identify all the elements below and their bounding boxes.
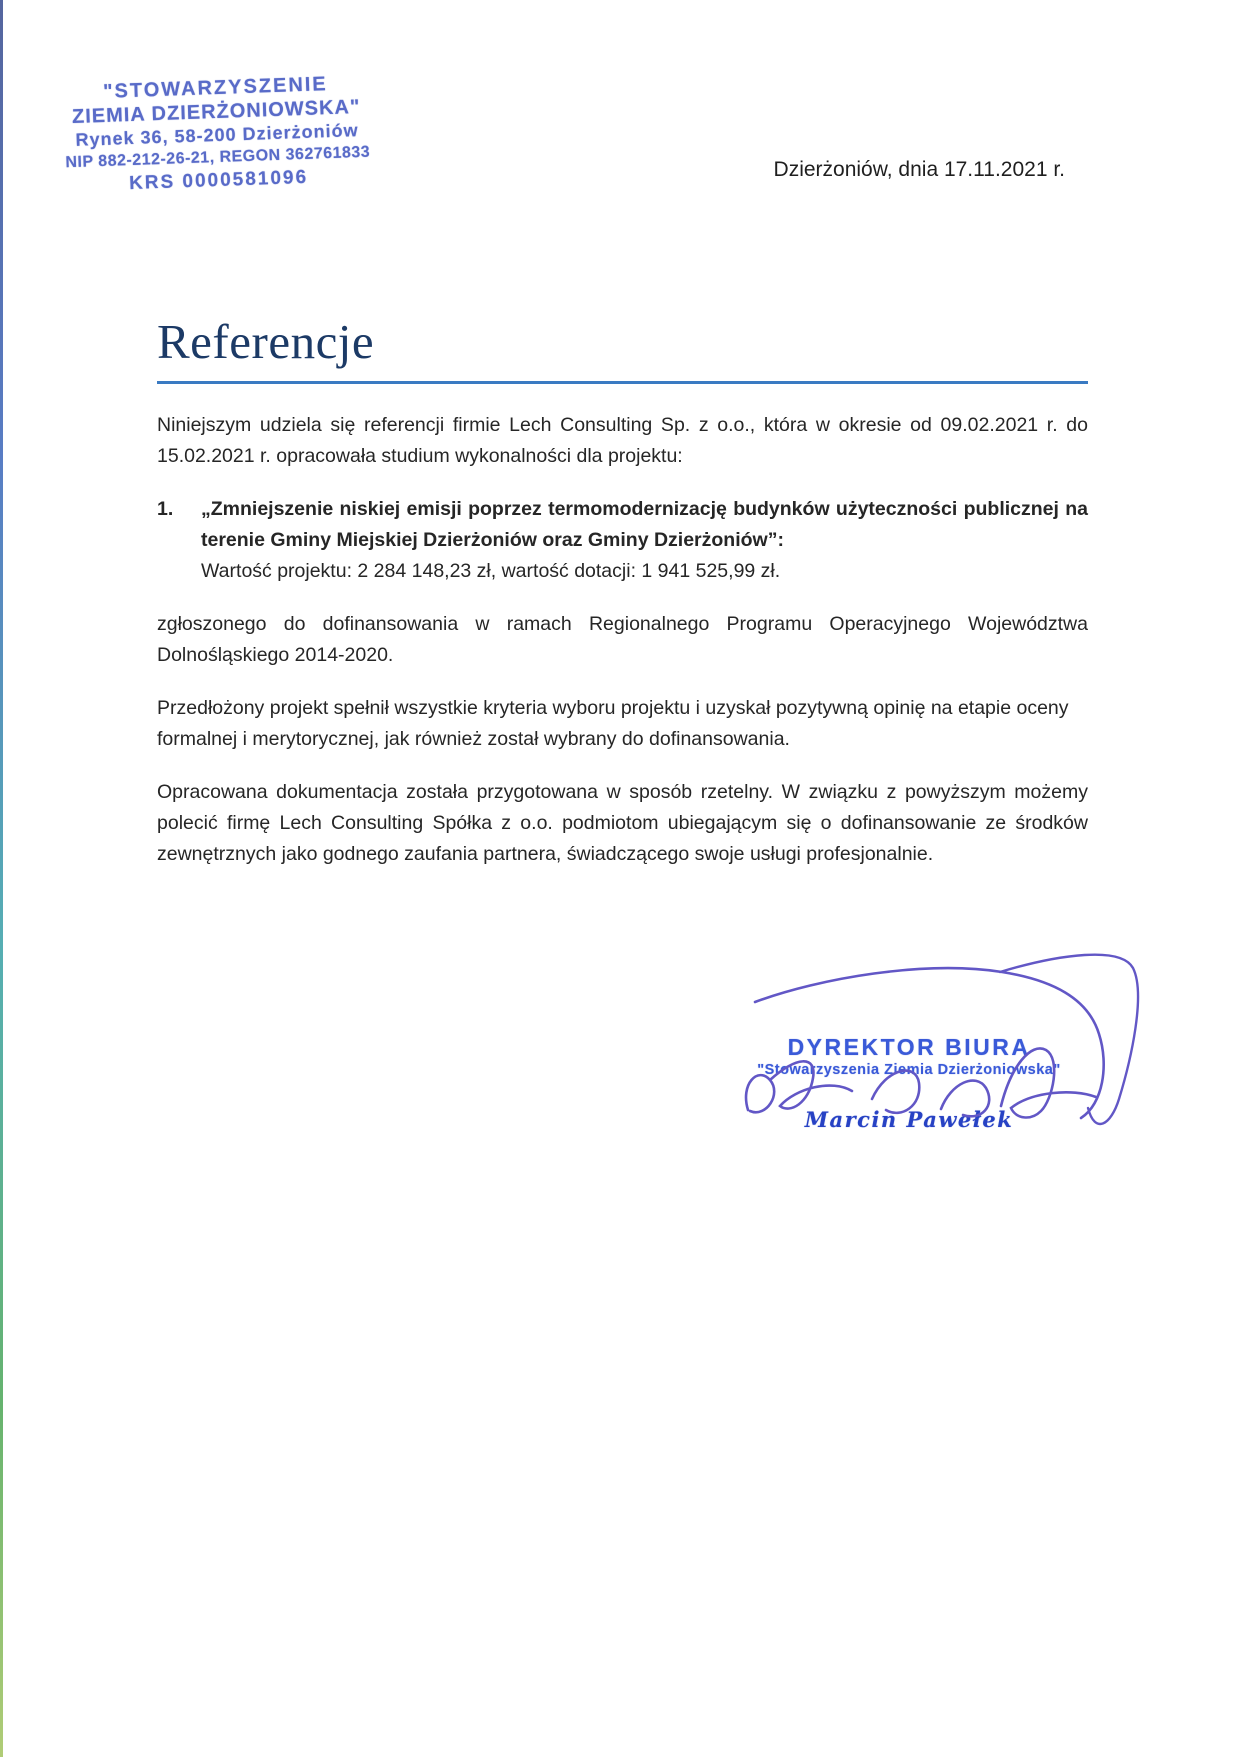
recommendation-paragraph: Opracowana dokumentacja została przygotowana w sposób rzetelny. W związku z powyższym możemy polecić firmę Lech Consulting Spółka z o.o. podmiotom ubiegającym się o dofinansowanie ze środków zewnętrznych jako godnego zaufania partnera, świadczącego swoje usługi profesjonalnie. — [157, 781, 1088, 865]
criteria-paragraph: Przedłożony projekt spełnił wszystkie kryteria wyboru projektu i uzyskał pozytywną opinię na etapie oceny formalnej i merytorycznej, jak również został wybrany do dofinansowania. — [157, 697, 1069, 750]
list-item-number: 1. — [157, 498, 174, 520]
project-title: „Zmniejszenie niskiej emisji poprzez termomodernizację budynków użyteczności publicznej na terenie Gminy Miejskiej Dzierżoniów oraz Gminy Dzierżoniów”: — [201, 498, 1088, 551]
project-values: Wartość projektu: 2 284 148,23 zł, wartość dotacji: 1 941 525,99 zł. — [201, 560, 781, 582]
letter-body — [157, 410, 1088, 892]
scan-edge-stripe — [0, 0, 3, 1757]
organization-stamp — [50, 70, 384, 197]
place-and-date: Dzierżoniów, dnia 17.11.2021 r. — [773, 158, 1065, 181]
stamp-address: Rynek 36, 58-200 Dzierżoniów — [75, 120, 359, 150]
signature-block — [700, 938, 1170, 1168]
page-title: Referencje — [157, 314, 375, 369]
stamp-krs: KRS 0000581096 — [128, 166, 309, 195]
stamp-org-name-line1: "STOWARZYSZENIE — [102, 73, 329, 103]
signer-role: DYREKTOR BIURA — [787, 1034, 1031, 1060]
stamp-org-name-line2: ZIEMIA DZIERŻONIOWSKA" — [71, 95, 361, 129]
signer-name: Marcin Pawełek — [804, 1107, 1014, 1132]
title-underline-rule — [157, 381, 1088, 384]
project-list-item — [157, 494, 1088, 587]
signer-organization: "Stowarzyszenia Ziemia Dzierżoniowska" — [757, 1062, 1061, 1078]
list-item-content — [201, 494, 1088, 587]
handwritten-signature-icon — [700, 938, 1170, 1168]
program-paragraph: zgłoszonego do dofinansowania w ramach Regionalnego Programu Operacyjnego Województwa Dolnośląskiego 2014-2020. — [157, 613, 1088, 666]
stamp-nip-regon: NIP 882-212-26-21, REGON 362761833 — [65, 143, 371, 172]
intro-paragraph: Niniejszym udziela się referencji firmie Lech Consulting Sp. z o.o., która w okresie od 09.02.2021 r. do 15.02.2021 r. opracowała studium wykonalności dla projektu: — [157, 414, 1088, 467]
